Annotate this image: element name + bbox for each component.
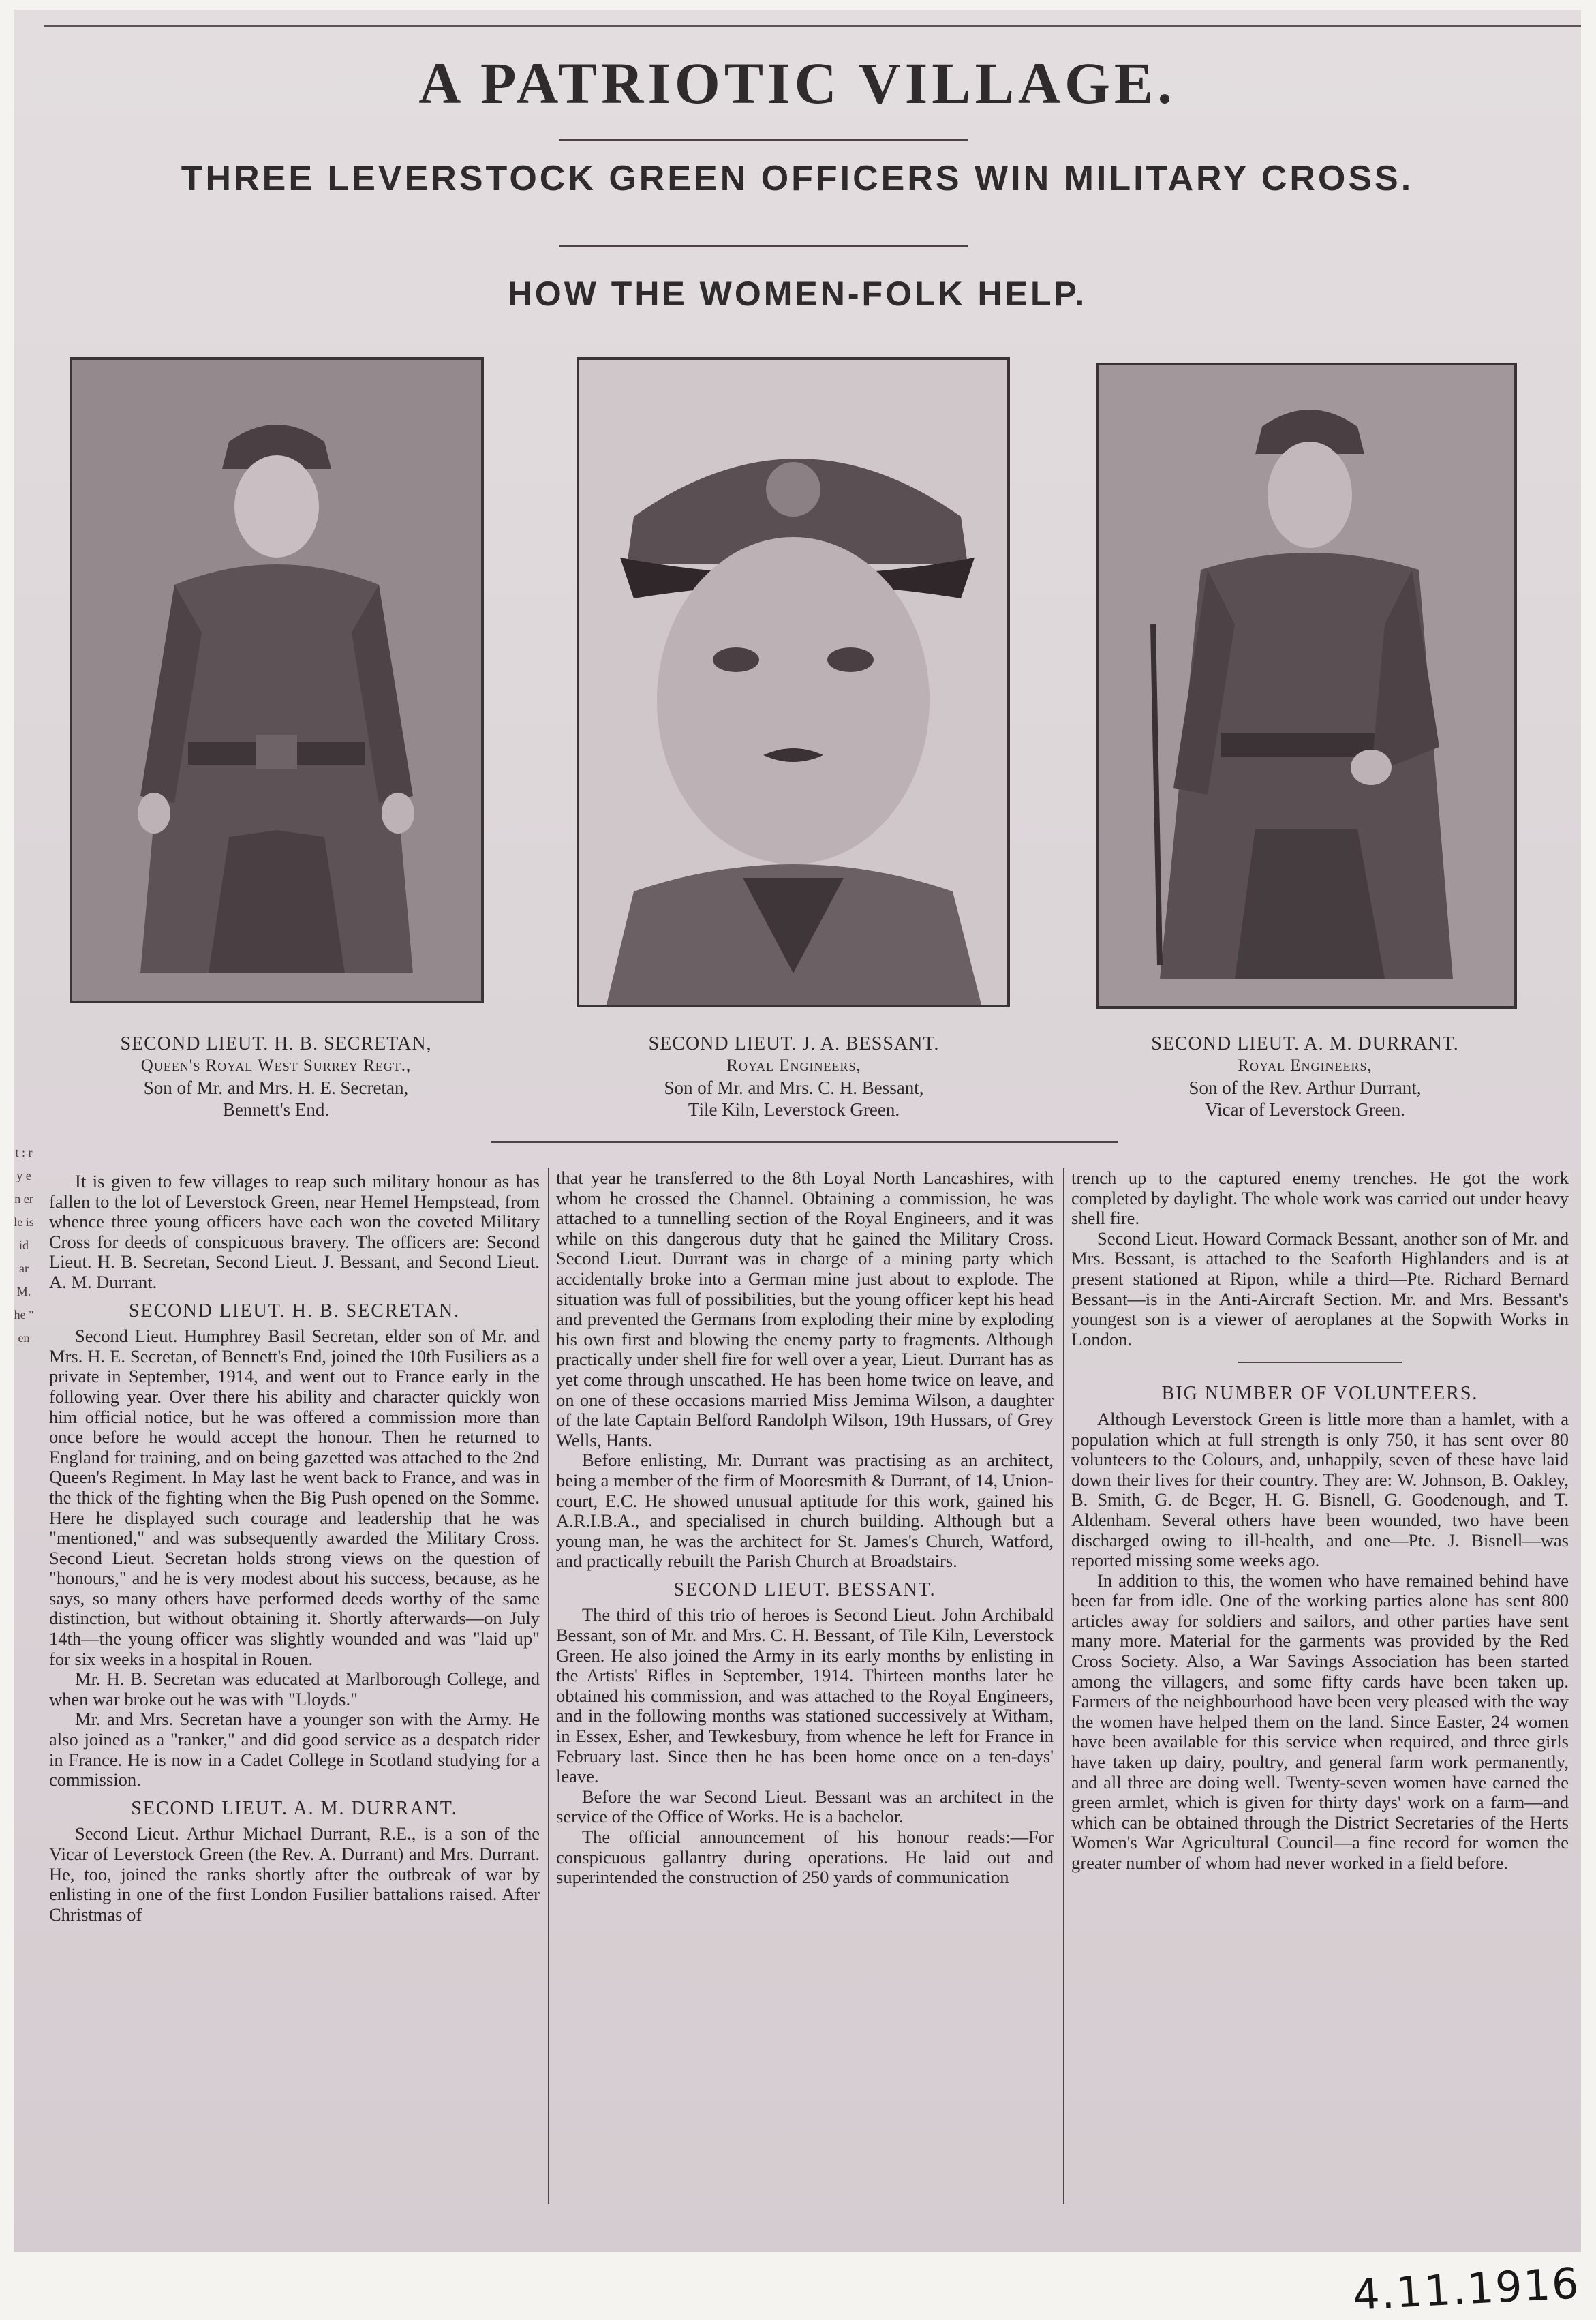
paragraph: Mr. H. B. Secretan was educated at Marlborough College, and when war broke out he was with "Lloyds." [49,1668,540,1709]
paragraph: In addition to this, the women who have remained behind have been far from idle. One of the working parties alone has sent 800 articles away for soldiers and sailors, and other parties have sent many more. Material for the garments was provided by the Red Cross Society. Also, a War Savings Association has been started among the villagers, and some fifty cards have been taken up. Farmers of the neighbourhood have been very pleased with the way the women have helped them on the land. Since Easter, 24 women have been available for this service when required, and three girls have taken up dairy, poultry, and general farm work permanently, and all three are doing well. Twenty-seven women have earned the green armlet, which is given for thirty days' work on a farm—and which can be obtained through the District Secretaries of the Herts Women's War Agricultural Council—a fine record for women the greater number of whom had never worked in a field before. [1071,1570,1569,1873]
column-divider [548,1168,549,2204]
caption-rule [491,1141,1118,1143]
article-column-3 [1071,1168,1569,1874]
caption-name: SECOND LIEUT. A. M. DURRANT. [1151,1033,1459,1054]
portrait-bessant [577,357,1010,1007]
section-heading: SECOND LIEUT. A. M. DURRANT. [131,1797,458,1819]
section-rule [1238,1362,1402,1363]
subheadline-rule [559,245,968,247]
paragraph: The third of this trio of heroes is Second Lieut. John Archibald Bessant, son of Mr. and Mrs. C. H. Bessant, of Tile Kiln, Leverstock Green. He also joined the Army in its early months by enlisting in the Artists' Rifles in September, 1914. Thirteen months later he obtained his commission, and was attached to the Royal Engineers, and in the following months was stationed successively at Witham, in Essex, Esher, and Tewkesbury, from whence he left for France in February last. Since then he has been home once on a ten-days' leave. [556,1604,1054,1787]
handwritten-date: 4.11.1916 [1351,2258,1582,2320]
article-column-1 [49,1172,540,1925]
caption-line: Bennett's End. [222,1099,330,1120]
paragraph: Mr. and Mrs. Secretan have a younger son with the Army. He also joined as a "ranker," and did good service as a despatch rider in France. He is now in a Cadet College in Scotland studying for a commission. [49,1709,540,1790]
caption-line: Vicar of Leverstock Green. [1205,1099,1405,1120]
section-heading: SECOND LIEUT. BESSANT. [673,1578,936,1600]
paragraph: Second Lieut. Howard Cormack Bessant, another son of Mr. and Mrs. Bessant, is attached to the Seaforth Highlanders and is at present stationed at Ripon, while a third—Pte. Richard Bernard Bessant—is in the Anti-Aircraft Section. Mr. and Mrs. Bessant's youngest son is a viewer of aeroplanes at the Sopwith Works in London. [1071,1227,1569,1349]
top-rule [44,25,1581,27]
portrait-durrant-image [1099,365,1514,1006]
paragraph: Before the war Second Lieut. Bessant was an architect in the service of the Office of Works. He is a bachelor. [556,1786,1054,1827]
newspaper-clipping [14,10,1581,2252]
paragraph: Before enlisting, Mr. Durrant was practising as an architect, being a member of the firm of Mooresmith & Durrant, of 14, Union-court, E.C. He showed unusual aptitude for this work, gained his A.R.I.B.A., and specialised in church building. Although but a young man, he was the architect for St. James's Church, Watford, and practically rebuilt the Parish Church at Broadstairs. [556,1450,1054,1572]
section-heading: BIG NUMBER OF VOLUNTEERS. [1161,1383,1479,1405]
caption-line: Tile Kiln, Leverstock Green. [688,1099,900,1120]
headline: A PATRIOTIC VILLAGE. [418,50,1176,116]
portrait-secretan [70,357,484,1003]
article-column-2 [556,1168,1054,1888]
caption-regiment: Royal Engineers, [1238,1056,1372,1075]
portrait-durrant [1096,363,1517,1009]
adjacent-column-fragments: t : r y e n er le is id ar M. he " en [14,1146,34,1345]
headline-rule [559,139,968,141]
caption-regiment: Queen's Royal West Surrey Regt., [140,1056,412,1075]
caption-name: SECOND LIEUT. H. B. SECRETAN, [120,1033,432,1054]
paragraph: Second Lieut. Arthur Michael Durrant, R.E., is a son of the Vicar of Leverstock Green (the Rev. A. Durrant) and Mrs. Durrant. He, too, joined the ranks shortly after the outbreak of war by enlisting in one of the first London Fusilier battalions raised. After Christmas of [49,1823,540,1925]
caption-regiment: Royal Engineers, [726,1056,861,1075]
caption-name: SECOND LIEUT. J. A. BESSANT. [648,1033,940,1054]
paragraph: It is given to few villages to reap such military honour as has fallen to the lot of Leverstock Green, near Hemel Hempstead, from whence three young officers have each won the coveted Military Cross for deeds of conspicuous bravery. The officers are: Second Lieut. H. B. Secretan, Second Lieut. J. Bessant, and Second Lieut. A. M. Durrant. [49,1171,540,1292]
portrait-bessant-image [579,360,1007,1005]
caption-line: Son of Mr. and Mrs. H. E. Secretan, [143,1078,409,1098]
caption-secretan [41,1033,511,1120]
caption-line: Son of Mr. and Mrs. C. H. Bessant, [664,1078,924,1098]
caption-line: Son of the Rev. Arthur Durrant, [1188,1078,1422,1098]
paragraph: Although Leverstock Green is little more than a hamlet, with a population which at full strength is only 750, it has sent over 80 volunteers to the Colours, and, unhappily, seven of these have laid down their lives for their country. They are: W. Johnson, B. Oakley, B. Smith, G. de Beger, H. G. Bisnell, G. Goodenough, and T. Aldenham. Several others have been wounded, two have been discharged owing to ill-health, and one—Pte. J. Bisnell—was reported missing some weeks ago. [1071,1408,1569,1571]
subheadline-2: HOW THE WOMEN-FOLK HELP. [507,275,1088,313]
paragraph: trench up to the captured enemy trenches. He got the work completed by daylight. The whole work was carried out under heavy shell fire. [1071,1167,1569,1229]
subheadline: THREE LEVERSTOCK GREEN OFFICERS WIN MILITARY CROSS. [181,159,1414,198]
column-divider [1063,1168,1064,2204]
portrait-secretan-image [72,360,481,1001]
caption-bessant [559,1033,1029,1120]
paragraph: The official announcement of his honour reads:—For conspicuous gallantry during operations. He laid out and superintended the construction of 250 yards of communication [556,1827,1054,1888]
section-heading: SECOND LIEUT. H. B. SECRETAN. [128,1300,461,1322]
paragraph: Second Lieut. Humphrey Basil Secretan, elder son of Mr. and Mrs. H. E. Secretan, of Bennett's End, joined the 10th Fusiliers as a private in September, 1914, and went out to France early in the following year. Over there his ability and character quickly won him official notice, but he was offered a commission more than once before he would accept the honour. Then he returned to England for training, and on being gazetted was attached to the 2nd Queen's Regiment. In May last he went back to France, and was in the thick of the fighting when the Big Push opened on the Somme. Here he displayed such courage and leadership that he was "mentioned," and was subsequently awarded the Military Cross. Second Lieut. Secretan holds strong views on the question of "honours," and he is very modest about his success, because, as he says, so many others have performed deeds worthy of the same distinction, but without obtaining it. Shortly afterwards—on July 14th—the young officer was slightly wounded and was "laid up" for six weeks in a hospital in Rouen. [49,1326,540,1669]
paragraph: that year he transferred to the 8th Loyal North Lancashires, with whom he crossed the Channel. Obtaining a commission, he was attached to a tunnelling section of the Royal Engineers, and it was while on this dangerous duty that he gained the Military Cross. Second Lieut. Durrant was in charge of a mining party which accidentally broke into a German mine just about to explode. The situation was full of possibilities, but the young officer kept his head and prevented the Germans from exploding their mine by exploding his own first and blowing the enemy party to fragments. Although practically under shell fire for well over a year, Lieut. Durrant has as yet come through unscathed. He has been home twice on leave, and on one of these occasions married Miss Jemima Wilson, a daughter of the late Captain Belford Randolph Wilson, 19th Hussars, of Grey Wells, Hants. [556,1167,1054,1450]
caption-durrant [1070,1033,1540,1120]
